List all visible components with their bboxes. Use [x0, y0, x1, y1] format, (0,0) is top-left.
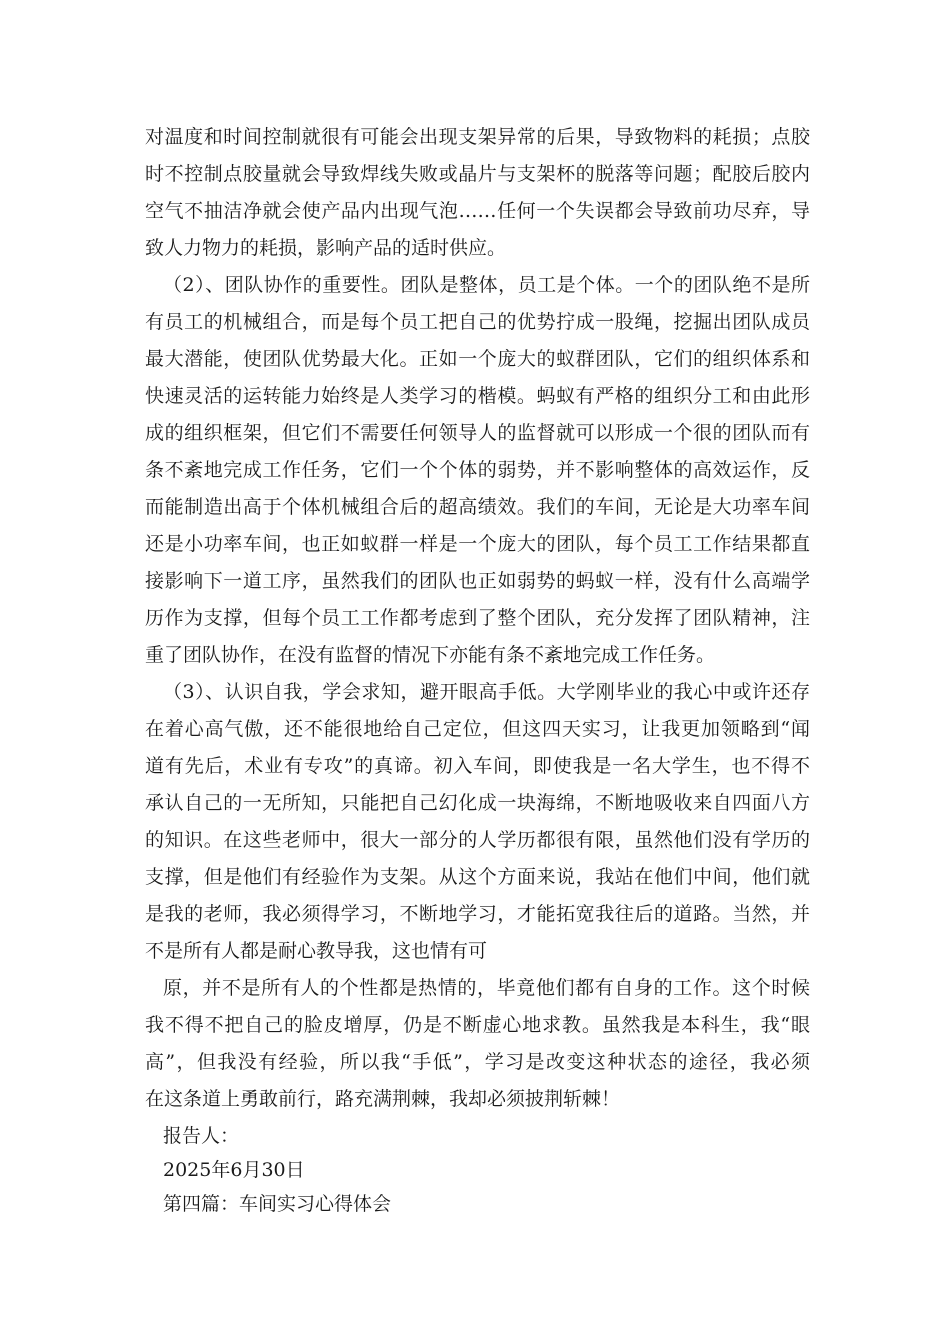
paragraph-line: 还是小功率车间，也正如蚁群一样是一个庞大的团队，每个员工工作结果都直	[145, 533, 810, 555]
paragraph-line: 重了团队协作，在没有监督的情况下亦能有条不紊地完成工作任务。	[145, 644, 716, 666]
paragraph-line: 空气不抽洁净就会使产品内出现气泡……任何一个失误都会导致前功尽弃，导	[145, 200, 810, 222]
paragraph-line: 承认自己的一无所知，只能把自己幻化成一块海绵，不断地吸收来自四面八方	[145, 792, 810, 814]
paragraph-line: 快速灵活的运转能力始终是人类学习的楷模。蚂蚁有严格的组织分工和由此形	[145, 385, 810, 407]
paragraph-line: 不是所有人都是耐心教导我，这也情有可	[145, 940, 488, 962]
report-date: 2025年6月30日	[163, 1159, 305, 1181]
paragraph-line: 的知识。在这些老师中，很大一部分的人学历都很有限，虽然他们没有学历的	[145, 829, 810, 851]
next-section-title: 第四篇：车间实习心得体会	[163, 1193, 392, 1215]
paragraph-line: 接影响下一道工序，虽然我们的团队也正如弱势的蚂蚁一样，没有什么高端学	[145, 570, 810, 592]
paragraph-line: 历作为支撑，但每个员工工作都考虑到了整个团队，充分发挥了团队精神，注	[145, 607, 810, 629]
paragraph-line: （2）、团队协作的重要性。团队是整体，员工是个体。一个的团队绝不是所	[163, 274, 810, 296]
paragraph-line: 最大潜能，使团队优势最大化。正如一个庞大的蚁群团队，它们的组织体系和	[145, 348, 810, 370]
paragraph-line: 我不得不把自己的脸皮增厚，仍是不断虚心地求教。虽然我是本科生，我“眼	[145, 1014, 810, 1036]
paragraph-line: （3）、认识自我，学会求知，避开眼高手低。大学刚毕业的我心中或许还存	[163, 681, 810, 703]
paragraph-line: 在着心高气傲，还不能很地给自己定位，但这四天实习，让我更加领略到“闻	[145, 718, 810, 740]
paragraph-line: 成的组织框架，但它们不需要任何领导人的监督就可以形成一个很的团队而有	[145, 422, 810, 444]
paragraph-line: 高”，但我没有经验，所以我“手低”，学习是改变这种状态的途径，我必须	[145, 1051, 810, 1073]
paragraph-line: 原，并不是所有人的个性都是热情的，毕竟他们都有自身的工作。这个时候	[163, 977, 810, 999]
paragraph-line: 而能制造出高于个体机械组合后的超高绩效。我们的车间，无论是大功率车间	[145, 496, 810, 518]
paragraph-line: 对温度和时间控制就很有可能会出现支架异常的后果，导致物料的耗损；点胶	[145, 126, 810, 148]
paragraph-line: 在这条道上勇敢前行，路充满荆棘，我却必须披荆斩棘！	[145, 1088, 621, 1110]
paragraph-line: 是我的老师，我必须得学习，不断地学习，才能拓宽我往后的道路。当然，并	[145, 903, 810, 925]
paragraph-line: 支撑，但是他们有经验作为支架。从这个方面来说，我站在他们中间，他们就	[145, 866, 810, 888]
paragraph-line: 时不控制点胶量就会导致焊线失败或晶片与支架杯的脱落等问题；配胶后胶内	[145, 163, 810, 185]
paragraph-line: 条不紊地完成工作任务，它们一个个体的弱势，并不影响整体的高效运作，反	[145, 459, 810, 481]
paragraph-line: 致人力物力的耗损，影响产品的适时供应。	[145, 237, 507, 259]
reporter-label: 报告人：	[163, 1125, 240, 1147]
paragraph-line: 有员工的机械组合，而是每个员工把自己的优势拧成一股绳，挖掘出团队成员	[145, 311, 810, 333]
paragraph-line: 道有先后，术业有专攻”的真谛。初入车间，即使我是一名大学生，也不得不	[145, 755, 810, 777]
